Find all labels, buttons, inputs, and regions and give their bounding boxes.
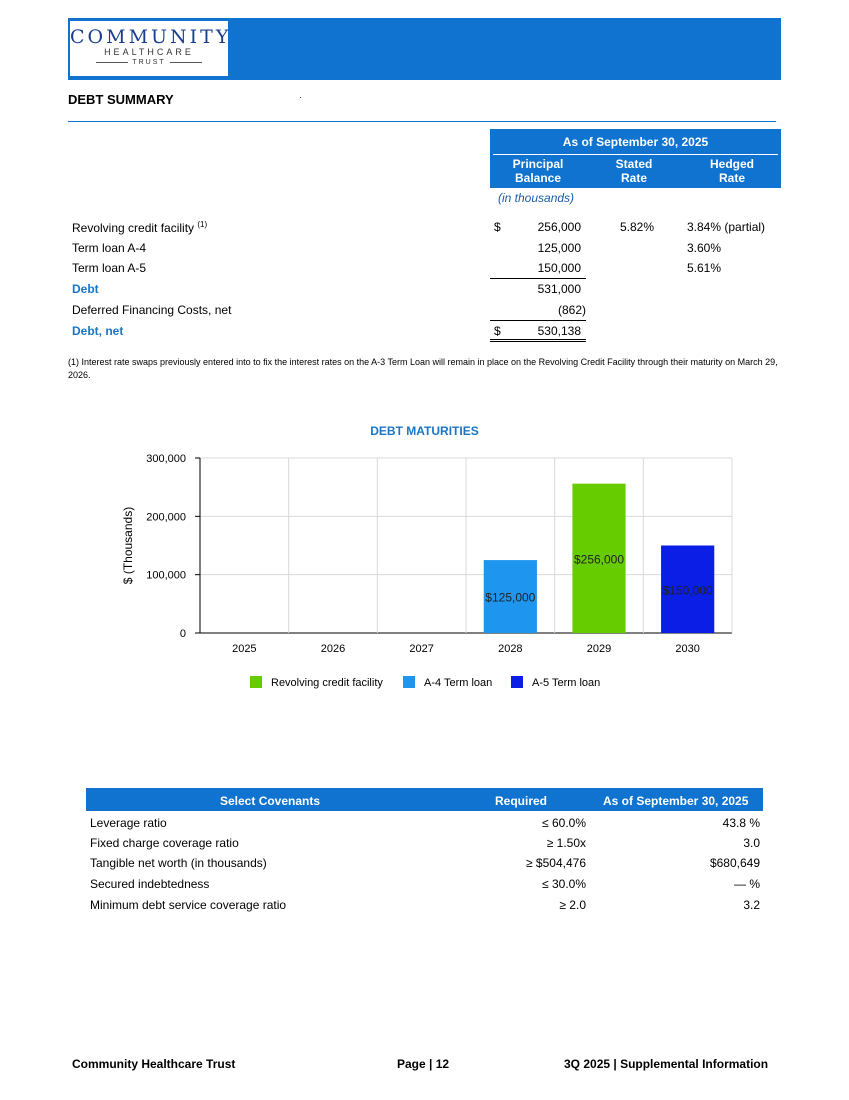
x-tick-label: 2028	[498, 643, 523, 655]
x-tick-label: 2030	[675, 643, 700, 655]
col-principal: Principal Balance	[512, 157, 564, 185]
footer-page: Page | 12	[397, 1057, 450, 1071]
a4-principal: 125,000	[537, 241, 581, 255]
debt-table-header	[490, 129, 781, 188]
data-label: $256,000	[573, 552, 625, 567]
logo-trust-text: TRUST	[132, 59, 166, 66]
logo-sub-text: HEALTHCARE	[104, 47, 194, 57]
footnote: (1) Interest rate swaps previously entered into to fix the interest rates on the A-3 Term Loan will remain in place on the Revolving Credit Facility through their maturity on March 29, 2026.	[68, 357, 778, 380]
data-label: $150,000	[662, 583, 713, 598]
title-divider	[68, 121, 776, 122]
revolving-stated: 5.82%	[619, 220, 654, 234]
y-tick-label: 300,000	[146, 453, 186, 465]
legend-swatch	[511, 676, 523, 688]
covenant-row: Minimum debt service coverage ratio ≥ 2.0 3.2	[90, 898, 760, 912]
y-tick-label: 200,000	[146, 511, 186, 524]
double-rule-2	[490, 341, 586, 342]
dfc-principal: (862)	[557, 303, 586, 317]
debt-principal: 531,000	[537, 282, 581, 296]
legend-label: Revolving credit facility	[271, 677, 383, 689]
covenant-row: Secured indebtedness ≤ 30.0% — %	[90, 877, 760, 891]
page-title: DEBT SUMMARY	[68, 92, 174, 107]
row-debt-net-label: Debt, net	[72, 324, 124, 338]
x-tick-label: 2025	[232, 643, 257, 655]
covenant-row: Leverage ratio ≤ 60.0% 43.8 %	[90, 816, 760, 830]
dollar-sign-total: $	[494, 324, 501, 338]
revolving-hedged: 3.84% (partial)	[687, 220, 766, 234]
covenants-header	[86, 788, 763, 811]
covenants-head-label: Select Covenants	[220, 794, 321, 808]
stray-dot	[300, 97, 301, 98]
covenants-head-required: Required	[495, 794, 548, 808]
y-tick-label: 100,000	[146, 569, 186, 582]
chart-title: DEBT MATURITIES	[370, 424, 479, 438]
row-revolving-label: Revolving credit facility $^{(1)}$	[72, 220, 208, 235]
covenant-row: Tangible net worth (in thousands) ≥ $504,476 $680,649	[90, 856, 760, 870]
y-tick-label: 0	[179, 628, 186, 640]
a5-hedged: 5.61%	[687, 261, 722, 275]
footer-report: 3Q 2025 | Supplemental Information	[564, 1057, 769, 1071]
units-note: (in thousands)	[498, 191, 575, 205]
logo-trust-line	[70, 58, 228, 67]
footer-company: Community Healthcare Trust	[72, 1057, 236, 1071]
company-logo	[70, 21, 232, 76]
legend-label: A-5 Term loan	[532, 677, 601, 689]
a4-hedged: 3.60%	[687, 241, 722, 255]
dollar-sign: $	[494, 220, 501, 234]
debt-header-date: As of September 30, 2025	[562, 135, 709, 149]
covenants-head-asof: As of September 30, 2025	[603, 794, 749, 808]
legend-swatch	[403, 676, 415, 688]
total-rule	[490, 320, 586, 321]
row-a5-label: Term loan A-5	[72, 261, 147, 275]
legend-swatch	[250, 676, 262, 688]
x-tick-label: 2026	[320, 643, 346, 655]
revolving-principal: 256,000	[537, 220, 581, 234]
x-tick-label: 2029	[586, 643, 612, 655]
col-hedged: Hedged Rate	[709, 157, 754, 185]
legend-label: A-4 Term loan	[424, 677, 493, 689]
a5-principal: 150,000	[537, 261, 581, 275]
x-tick-label: 2027	[409, 643, 434, 655]
debt-maturities-chart	[0, 440, 849, 700]
y-axis-label: $ (Thousands)	[121, 506, 135, 585]
double-rule-1	[490, 339, 586, 340]
debt-net-principal: 530,138	[537, 324, 581, 338]
logo-main-text: COMMUNITY	[70, 26, 232, 48]
covenant-row: Fixed charge coverage ratio ≥ 1.50x 3.0	[90, 836, 760, 850]
row-dfc-label: Deferred Financing Costs, net	[72, 303, 232, 317]
subtotal-rule	[490, 278, 586, 279]
col-stated: Stated Rate	[615, 157, 653, 185]
row-a4-label: Term loan A-4	[72, 241, 147, 255]
row-debt-label: Debt	[72, 282, 99, 296]
data-label: $125,000	[485, 590, 536, 605]
